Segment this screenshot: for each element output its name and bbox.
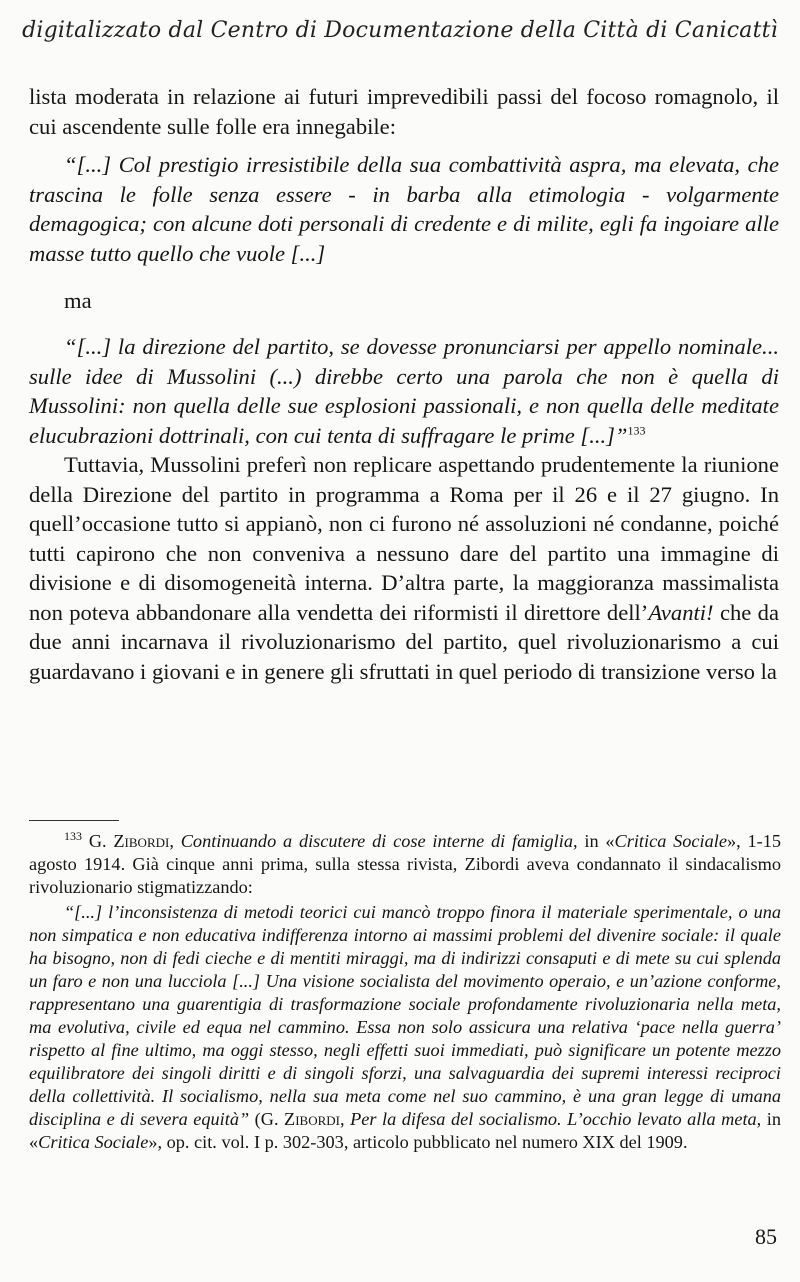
footnote-rule <box>29 820 119 821</box>
footnote-author: G. Zibordi <box>260 1109 340 1129</box>
footnote-text: , in « <box>29 1109 781 1152</box>
footnote-text: , <box>340 1109 351 1129</box>
main-text <box>29 82 779 686</box>
footnote <box>29 830 781 899</box>
footnote-author: G. Zibordi <box>88 831 170 851</box>
footnote-quote-text: “[...] l’inconsistenza di metodi teorici cui mancò troppo finora il materiale sperimentale, o una non simpatica e non educativa indifferenza intorno ai massimi problemi del divenire sociale: il quale ha bisogno, non di fedi cieche e di mentiti miraggi, ma di indirizzi consaputi e di mete su cui splenda un faro e non una lucciola [...] Una visione socialista del movimento operaio, e un’azione conforme, rappresentano una guarentigia di trasformazione sociale profondamente rivoluzionaria nella meta, ma evolutiva, civile ed equa nel cammino. Essa non solo assicura una relativa ‘pace nella guerra’ rispetto al fine ultimo, ma oggi stesso, negli effetti suoi immediati, può significare un potente mezzo equilibratore dei singoli diritti e di singoli sforzi, una salvaguardia dei supremi interessi reciproci della collettività. Il socialismo, nella sua meta come nel suo cammino, è una gran legge di umana disciplina e di severa equità” <box>29 902 781 1129</box>
block-quote: “[...] Col prestigio irresistibile della sua combattività aspra, ma elevata, che trascina le folle senza essere - in barba alla etimologia - volgarmente demagogica; con alcune doti personali di credente e di milite, egli fa ingoiare alle masse tutto quello che vuole [...] <box>29 152 779 266</box>
block-quote <box>29 332 779 450</box>
paragraph <box>29 450 779 686</box>
footnote-text: , <box>169 831 181 851</box>
quote-text: “[...] la direzione del partito, se dovesse pronunciarsi per appello nominale... sulle idee di Mussolini (...) direbbe certo una parola che non è quella di Mussolini: non quella delle sue esplosioni passionali, e non quella delle meditate elucubrazioni dottrinali, con cui tenta di suffragare le prime [...]” <box>29 334 779 448</box>
footnote-text: , in « <box>573 831 615 851</box>
footnote-journal: Critica Sociale <box>614 831 727 851</box>
connector-word: ma <box>64 288 92 313</box>
footnote-title: Continuando a discutere di cose interne di famiglia <box>180 831 573 851</box>
footnote-title: Per la difesa del socialismo. L’occhio levato alla meta <box>350 1109 757 1129</box>
page-number: 85 <box>755 1224 777 1249</box>
digitization-watermark: digitalizzato dal Centro di Documentazione della Città di Canicattì <box>22 18 778 43</box>
footnote-number: 133 <box>64 828 82 843</box>
paragraph-text: Tuttavia, Mussolini preferì non replicare aspettando prudentemente la riunione della Direzione del partito in programma a Roma per il 26 e il 27 giugno. In quell’occasione tutto si appianò, non ci furono né assoluzioni né condanne, poiché tutti capirono che non conveniva a nessuno dare del partito una immagine di divisione e di disomogeneità interna. D’altra parte, la maggioranza massimalista non poteva abbandonare alla vendetta dei riformisti il direttore dell’ <box>29 452 779 625</box>
footnote-text: », 1-15 agosto 1914. Già cinque anni prima, sulla stessa rivista, Zibordi aveva condannato il sindacalismo rivoluzionario stigmatizzando: <box>29 831 781 897</box>
paragraph-text: che da due anni incarnava il rivoluzionarismo del partito, quel rivoluzionarismo a cui guardavano i giovani e in genere gli sfruttati in quel periodo di transizione verso la <box>29 599 779 684</box>
footnote-journal: Critica Sociale <box>38 1132 149 1152</box>
footnote-text: ( <box>249 1109 261 1129</box>
newspaper-title: Avanti! <box>648 599 714 625</box>
footnote-text: », op. cit. vol. I p. 302-303, articolo pubblicato nel numero XIX del 1909. <box>148 1132 688 1152</box>
footnotes <box>29 830 781 1154</box>
paragraph: lista moderata in relazione ai futuri imprevedibili passi del focoso romagnolo, il cui ascendente sulle folle era innegabile: <box>29 84 779 139</box>
footnote-ref: 133 <box>627 422 646 437</box>
footnote-quote <box>29 901 781 1154</box>
